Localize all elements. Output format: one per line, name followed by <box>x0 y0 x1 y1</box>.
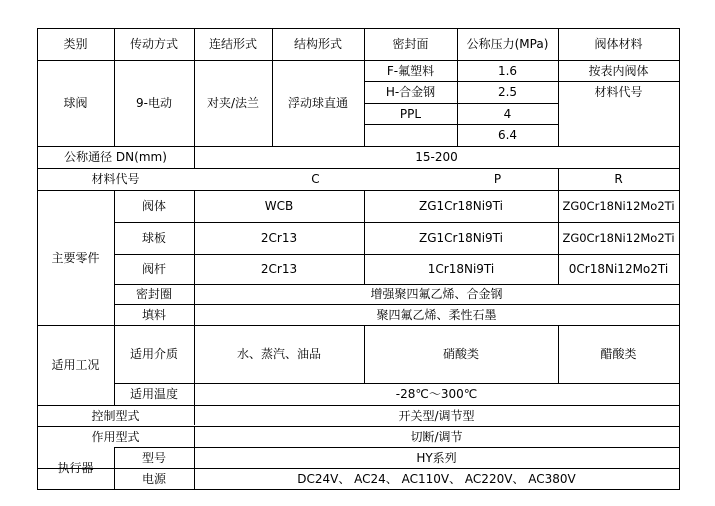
part-packing-value: 聚四氟乙烯、柔性石墨 <box>376 307 497 322</box>
actuator-model-label: 型号 <box>141 450 166 465</box>
main-parts-label: 主要零件 <box>51 250 100 265</box>
part-ball-r: ZG0Cr18Ni12Mo2Ti <box>562 231 675 245</box>
material-code-c: C <box>311 172 320 186</box>
seal-face-2: PPL <box>399 106 422 121</box>
material-code-p: P <box>493 172 502 186</box>
valve-spec-table <box>37 28 680 490</box>
pressure-2: 4 <box>503 106 512 121</box>
part-body-label: 阀体 <box>141 199 166 213</box>
part-ball-c: 2Cr13 <box>260 231 298 245</box>
nominal-diameter-value: 15-200 <box>415 150 458 164</box>
medium-p: 硝酸类 <box>442 347 479 361</box>
part-body-p: ZG1Cr18Ni9Ti <box>419 199 503 213</box>
material-code-r: R <box>614 172 623 186</box>
conditions-label: 适用工况 <box>51 358 100 372</box>
control-type-label: 控制型式 <box>91 408 140 423</box>
actuator-power-label: 电源 <box>141 471 166 486</box>
material-code-label: 材料代号 <box>91 172 140 186</box>
header-pressure: 公称压力(MPa) <box>466 37 549 51</box>
part-body-r: ZG0Cr18Ni12Mo2Ti <box>562 199 675 213</box>
part-stem-label: 阀杆 <box>141 262 166 276</box>
actuator-model-value: HY系列 <box>416 450 457 465</box>
action-type-label: 作用型式 <box>91 429 140 444</box>
ball-valve-category: 球阀 <box>63 96 88 110</box>
actuator-label: 执行器 <box>57 461 94 475</box>
part-ball-p: ZG1Cr18Ni9Ti <box>419 231 503 245</box>
ball-valve-structure: 浮动球直通 <box>287 96 348 110</box>
body-material-note-2: 材料代号 <box>594 85 643 99</box>
ball-valve-connection: 对夹/法兰 <box>206 96 260 110</box>
temperature-label: 适用温度 <box>129 387 178 401</box>
header-connection: 连结形式 <box>208 37 257 51</box>
medium-label: 适用介质 <box>129 347 178 361</box>
seal-face-3 <box>364 124 457 146</box>
header-structure: 结构形式 <box>293 37 342 51</box>
part-stem-p: 1Cr18Ni9Ti <box>427 262 495 276</box>
part-body-c: WCB <box>264 199 294 213</box>
part-stem-c: 2Cr13 <box>260 262 298 276</box>
medium-c: 水、蒸汽、油品 <box>236 347 321 361</box>
pressure-0: 1.6 <box>497 63 518 78</box>
pressure-1: 2.5 <box>497 85 518 99</box>
pressure-3: 6.4 <box>497 128 518 142</box>
header-seal-face: 密封面 <box>392 37 429 51</box>
nominal-diameter-label: 公称通径 DN(mm) <box>64 150 167 164</box>
body-material-note-1: 按表内阀体 <box>588 63 649 78</box>
temperature-value: -28℃～300℃ <box>395 387 478 401</box>
part-stem-r: 0Cr18Ni12Mo2Ti <box>568 262 669 276</box>
part-seal-ring-value: 增强聚四氟乙烯、合金钢 <box>370 287 503 301</box>
part-seal-ring-label: 密封圈 <box>135 287 172 301</box>
part-packing-label: 填料 <box>141 307 166 322</box>
seal-face-1: H-合金钢 <box>385 85 436 99</box>
header-body-material: 阀体材料 <box>594 37 643 51</box>
header-category: 类别 <box>63 37 88 51</box>
actuator-power-value: DC24V、 AC24、 AC110V、 AC220V、 AC380V <box>297 471 576 486</box>
ball-valve-drive-mode: 9-电动 <box>136 96 172 110</box>
action-type-value: 切断/调节 <box>410 429 463 444</box>
header-drive-mode: 传动方式 <box>129 37 178 51</box>
part-ball-label: 球板 <box>141 231 166 245</box>
control-type-value: 开关型/调节型 <box>398 408 475 423</box>
seal-face-0: F-氟塑料 <box>386 63 435 78</box>
medium-r: 醋酸类 <box>600 347 637 361</box>
